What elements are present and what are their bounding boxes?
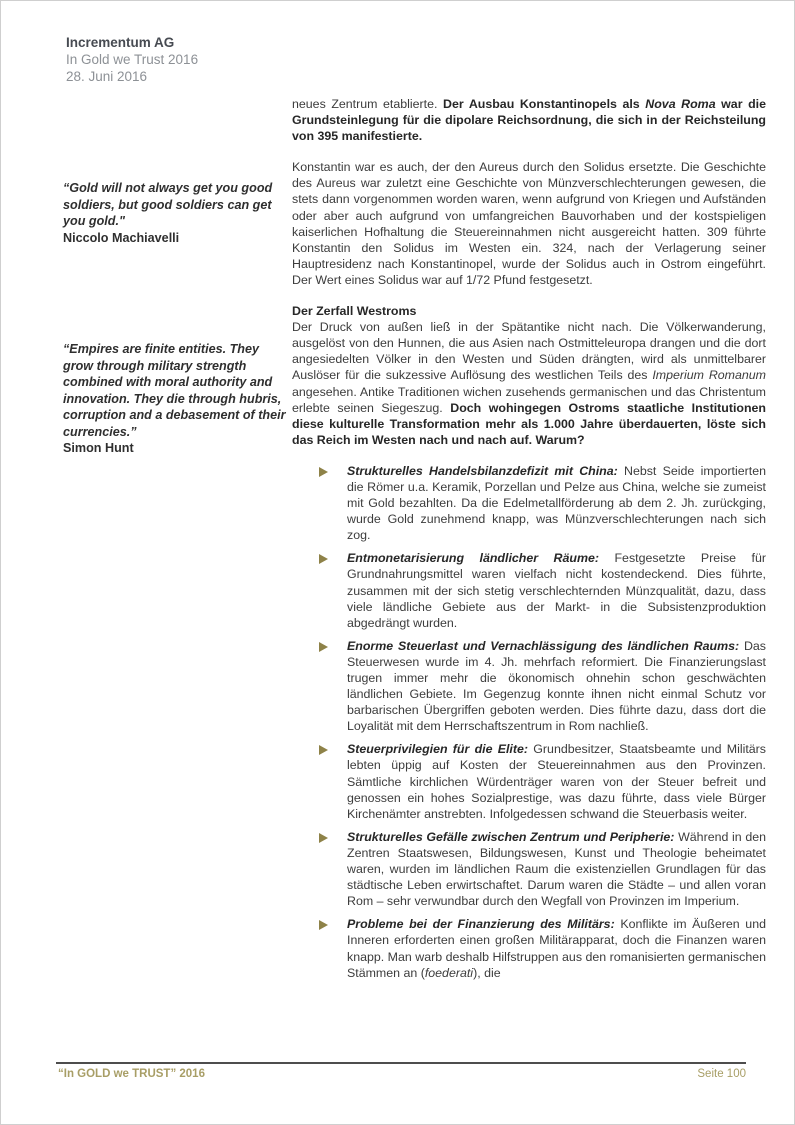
arrow-bullet-icon xyxy=(319,833,328,843)
main-text-column xyxy=(292,96,766,988)
list-item-body: Das Steuerwesen wurde im 4. Jh. mehrfach reformiert. Die Finanzierungslast trugen immer mehr die ökonomisch ohnehin schon geschwächten ländlichen Gebiete. Im Gegenzug konnte ihnen nicht einmal Schutz vor barbarischen Übergriffen geboten werden. Dies führte dazu, dass dort die Loyalität mit dem Herrschaftszentrum in Rom nachließ. xyxy=(347,638,766,734)
margin-quote-machiavelli xyxy=(63,180,291,246)
quote-author: Simon Hunt xyxy=(63,441,134,455)
arrow-bullet-icon xyxy=(319,467,328,477)
list-item xyxy=(292,916,766,980)
paragraph-bold-italic-text: Nova Roma xyxy=(645,97,716,111)
paragraph-italic-text: Imperium Romanum xyxy=(652,368,766,383)
list-item-lead: Strukturelles Handelsbilanzdefizit mit China: xyxy=(347,463,618,478)
quote-author: Niccolo Machiavelli xyxy=(63,230,180,245)
list-item-lead: Steuerprivilegien für die Elite: xyxy=(347,742,529,757)
page-header xyxy=(66,34,198,85)
list-item-text xyxy=(347,638,766,735)
list-item xyxy=(292,638,766,735)
footer-divider xyxy=(56,1062,746,1064)
report-title: In Gold we Trust 2016 xyxy=(66,52,199,67)
arrow-bullet-icon xyxy=(319,554,328,564)
paragraph-bold-text: war die Grundsteinlegung für die dipolare Reichsordnung, die sich in der Reichsteilung von 395 manifestierte. xyxy=(292,97,767,144)
list-item-body: Festgesetzte Preise für Grundnahrungsmittel waren vielfach nicht kostendeckend. Dies führte, zusammen mit der sich stetig verschlechternden Münzqualität, dazu, dass viele ländliche Gebiete aus der Markt- in die Subsistenzproduktion abgedrängt wurden. xyxy=(347,551,766,630)
list-item-text xyxy=(347,916,766,980)
list-item-body: ), die xyxy=(473,965,501,980)
list-item-body: Konflikte im Äußeren und Inneren erforderten einen großen Militärapparat, doch die Finanzen waren knapp. Man warb deshalb Hilfstruppen aus den romanisierten germanischen Stämmen an ( xyxy=(347,917,766,980)
list-item-text xyxy=(347,829,766,909)
list-item-body: Nebst Seide importierten die Römer u.a. Keramik, Porzellan und Pelze aus China, welche sie zumeist mit Gold bezahlten. Da die Edelmetallförderung ab dem 2. Jh. zurückging, wurde Gold zunehmend knapp, was Münzverschlechterungen nach sich zog. xyxy=(347,463,766,543)
margin-quote-hunt xyxy=(63,341,291,457)
paragraph-solidus: Konstantin war es auch, der den Aureus durch den Solidus ersetzte. Die Geschichte des Aureus war zuletzt eine Geschichte von Münzverschlechterungen gewesen, die stets dann vorgenommen worden waren, wenn aufgrund von Kriegen und Aufständen oder aber auch aufgrund von umfangreichen Bauvorhaben und der kostspieligen kaiserlichen Hofhaltung die Steuereinnahmen nicht ausgereicht hatten. 309 führte Konstantin den Solidus im Westen ein. 324, nach der Verlagerung seiner Hauptresidenz nach Konstantinopel, wurde der Solidus auch in Ostrom eingeführt. Der Wert eines Solidus war auf 1/72 Pfund festgesetzt. xyxy=(292,160,766,287)
list-item-text xyxy=(347,550,766,630)
list-item-body: Grundbesitzer, Staatsbeamte und Militärs lebten üppig auf Kosten der Steuereinnahmen aus den Provinzen. Sämtliche kirchlichen Würdenträger waren von der Steuer befreit und genossen ein hohes Sozialprestige, was dazu führte, dass viele Bürger Kirchenämter anstrebten. Infolgedessen schwand die Steuerbasis weiter. xyxy=(347,742,767,821)
arrow-bullet-icon xyxy=(319,920,328,930)
list-item xyxy=(292,829,766,909)
paragraph-nova-roma xyxy=(292,96,766,144)
list-item-italic-term: foederati xyxy=(424,965,474,980)
paragraph-bold-text: Der Ausbau Konstantinopels als xyxy=(443,97,646,111)
list-item-lead: Enorme Steuerlast und Vernachlässigung des ländlichen Raums: xyxy=(347,638,740,653)
paragraph-zerfall xyxy=(292,319,766,448)
arrow-bullet-icon xyxy=(319,642,328,652)
list-item-lead: Probleme bei der Finanzierung des Militärs: xyxy=(347,917,615,932)
list-item-text xyxy=(347,463,766,543)
page-number: Seite 100 xyxy=(697,1068,746,1080)
list-item-lead: Entmonetarisierung ländlicher Räume: xyxy=(347,551,599,566)
quote-text: “Gold will not always get you good soldiers, but good soldiers can get you gold." xyxy=(63,181,273,228)
paragraph-text: neues Zentrum etablierte. xyxy=(292,97,444,111)
list-item-body: Während in den Zentren Staatswesen, Bildungswesen, Kunst und Theologie beheimatet waren, wurden im ländlichen Raum die existenziellen Grundlagen für das städtische Leben erwirtschaftet. Darum waren die Städte – und allen voran Rom – sehr verwundbar durch den Wegfall von Provinzen im Imperium. xyxy=(347,829,766,909)
list-item-lead: Strukturelles Gefälle zwischen Zentrum und Peripherie: xyxy=(347,829,675,844)
list-item-text xyxy=(347,741,766,821)
arrow-bullet-icon xyxy=(319,745,328,755)
bullet-list xyxy=(292,463,766,981)
quote-text: “Empires are finite entities. They grow through military strength combined with moral authority and innovation. They die through hubris, corruption and a debasement of their currencies.” xyxy=(63,342,286,439)
footer-report-title: “In GOLD we TRUST” 2016 xyxy=(58,1068,205,1080)
list-item xyxy=(292,463,766,543)
paragraph-bold-text: Doch wohingegen Ostroms staatliche Institutionen diese kulturelle Transformation mehr als 1.000 Jahre überdauerten, löste sich das Reich im Westen nach und nach auf. Warum? xyxy=(292,400,766,447)
paragraph-text: Der Druck von außen ließ in der Spätantike nicht nach. Die Völkerwanderung, ausgelöst von den Hunnen, die aus Asien nach Ostmitteleuropa drangen und die dort angesiedelten Völker in den Westen und Süden drängten, wird als unmittelbarer Auslöser für die sukzessive Auflösung des westlichen Teils des xyxy=(292,320,766,383)
paragraph-text: angesehen. Antike Traditionen wichen zusehends germanischen und das Christentum erlebte seinen Siegeszug. xyxy=(292,384,766,415)
section-heading: Der Zerfall Westroms xyxy=(292,304,417,319)
page-footer xyxy=(58,1068,746,1080)
company-name: Incrementum AG xyxy=(66,35,175,50)
list-item xyxy=(292,741,766,821)
list-item xyxy=(292,550,766,630)
report-date: 28. Juni 2016 xyxy=(66,69,148,84)
